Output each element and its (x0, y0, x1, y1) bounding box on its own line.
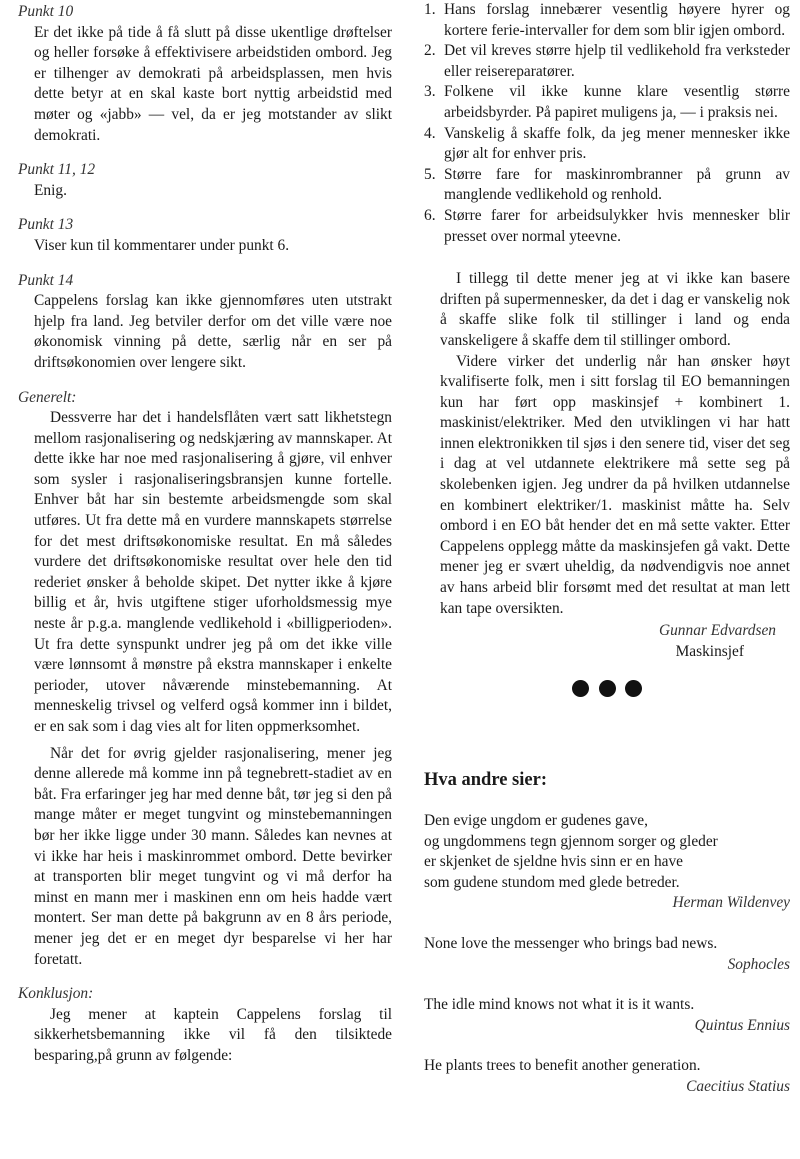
list-text: Større farer for arbeidsulykker hvis mennesker blir presset over normal yteevne. (444, 206, 790, 245)
list-text: Større fare for maskinrombranner på grunn av manglende vedlikehold og renhold. (444, 165, 790, 204)
section-punkt-14 (18, 269, 392, 374)
right-column (424, 0, 790, 1118)
list-number: 1. (424, 1, 436, 18)
list-number: 4. (424, 124, 436, 142)
list-item (424, 82, 790, 123)
section-text: Er det ikke på tide å få slutt på disse ukentlige drøftelser og heller forsøke å effektivisere arbeidstiden ombord. Jeg er tilhenger av demokrati på arbeidsplassen, men hvis dette betyr at en skal kaste bort nyttig arbeidstid med møter og «jabb» — vel, da er jeg motstander av slikt demokrati. (34, 23, 392, 144)
list-text: Det vil kreves større hjelp til vedlikehold fra verksteder eller reisereparatører. (444, 42, 790, 80)
quote-author: Quintus Ennius (694, 1016, 790, 1034)
section-text: Cappelens forslag kan ikke gjennomføres uten utstrakt hjelp fra land. Jeg betviler derfor om det ville være noe økonomisk vinning på dette, særlig når en ser på driftsøkonomien over lengere sikt. (34, 292, 392, 371)
section-text: Enig. (34, 181, 67, 199)
quote-block (424, 995, 790, 1036)
left-column (18, 0, 392, 1079)
poem-line: som gudene stundom med glede betreder. (424, 873, 680, 891)
poem-line: er skjenket de sjeldne hvis sinn er en have (424, 853, 683, 871)
signature-role: Maskinsjef (675, 642, 744, 660)
section-punkt-10 (18, 0, 392, 146)
quote-author: Caecitius Statius (686, 1077, 790, 1095)
list-number: 6. (424, 206, 436, 224)
section-text: Jeg mener at kaptein Cappelens forslag til sikkerhetsbemanning ikke vil få den tilsiktede besparing,på grunn av følgende: (34, 1005, 392, 1064)
author-name: Gunnar Edvardsen (659, 622, 776, 640)
signature-name (424, 621, 790, 642)
quote-author: Sophocles (727, 955, 790, 973)
section-heading: Punkt 14 (18, 271, 74, 289)
body-paragraph: Videre virker det underlig når han ønsker høyt kvalifiserte folk, men i sitt forslag til EO bemanningen kun har ført opp maskinsjef + kombinert 1. maskinist/elektriker. Med den utviklingen vi har hatt innen elektronikken til sjøs i den senere tid, viser det seg i dag at vel utdannete elektrikere må sette seg på skolebenken igjen. Jeg undrer da på hvilken utdannelse en kombinert elektriker/1. maskinist måtte ha. Selv ombord i en EO båt hender det en må sette vakter. Etter Cappelens opplegg måtte da maskinsjefen gå vakt. Dette mener jeg er svært uheldig, da nødvendigvis noe annet av hans arbeid blir forsømt med det resultat at man lett kan tape oversikten. (440, 352, 790, 617)
section-punkt-13 (18, 213, 392, 256)
list-item (424, 165, 790, 206)
quote-author: Herman Wildenvey (672, 894, 790, 912)
quote-block (424, 1056, 790, 1097)
section-heading: Punkt 11, 12 (18, 161, 96, 179)
bullet-dot-icon (572, 680, 589, 697)
quote-text: None love the messenger who brings bad news. (424, 934, 718, 952)
section-generelt (18, 386, 392, 971)
list-item (424, 124, 790, 165)
quote-block (424, 934, 790, 975)
list-text: Hans forslag innebærer vesentlig høyere hyrer og kortere ferie-intervaller for dem som blir igjen ombord. (444, 1, 790, 39)
quote-text: The idle mind knows not what it is it wants. (424, 996, 695, 1014)
quote-poem (424, 811, 790, 914)
section-text: Dessverre har det i handelsflåten vært satt likhetstegn mellom rasjonalisering og nedskjæring av mannskaper. At dette ikke har noe med rasjonalisering å gjøre, vil enhver som sysler i rasjonaliseringsbransjen kunne fortelle. Enhver båt har sin bestemte arbeidsmengde som skal utføres. Ut fra dette må en vurdere mannskapets størrelse for det mest driftsøkonomiske resultat. En må således vurdere det driftsøkonomiske resultat over hele den tid rederiet ønsker å beholde skipet. Det nytter ikke å kjøre billig et år, hvis utgiftene stiger uforholdsmessig mye neste år p.g.a. manglende vedlikehold i «billigperioden». Ut fra dette synspunkt undrer jeg på om det ikke ville være lønnsomt å mønstre på ekstra mannskaper i enkelte perioder, utover nåværende minstebemanning. At menneskelig trivsel og velferd også kommer inn i bildet, er en sak som i dag vies alt for liten oppmerksomhet. (34, 409, 392, 735)
bullet-dot-icon (599, 680, 616, 697)
section-text: Når det for øvrig gjelder rasjonalisering, mener jeg denne allerede må komme inn på tegnebrett-stadiet av en båt. Fra erfaringer jeg har med denne båt, tør jeg si den på mange måter er meget tungvint og minstebemanningen bør her ikke ligge under 30 mann. Således kan nevnes at vi ikke har heis i maskinrommet ombord. Dette bevirker at transporten blir meget tungvint og vi må derfor ha minst en mann mer i maskinen enn om heis hadde vært montert. Ser man dette på bakgrunn av en 8 års periode, mener jeg det er en meget dyr besparelse vi her har foretatt. (34, 744, 392, 968)
list-text: Vanskelig å skaffe folk, da jeg mener mennesker ikke gjør alt for enhver pris. (444, 124, 790, 163)
section-punkt-11-12 (18, 158, 392, 201)
poem-line: og ungdommens tegn gjennom sorger og gleder (424, 832, 718, 850)
section-divider (424, 680, 790, 714)
section-heading: Punkt 13 (18, 216, 74, 234)
list-item (424, 0, 790, 41)
section-heading: Konklusjon: (18, 985, 94, 1003)
list-item (424, 206, 790, 247)
section-text: Viser kun til kommentarer under punkt 6. (34, 236, 290, 254)
list-number: 2. (424, 42, 436, 60)
poem-line: Den evige ungdom er gudenes gave, (424, 812, 648, 829)
body-paragraph: I tillegg til dette mener jeg at vi ikke kan basere driften på supermennesker, da det i dag er vanskelig nok å skaffe slike folk til stillinger i land og enda vanskeligere å skaffe dem til stillinger ombord. (440, 270, 790, 349)
section-heading: Generelt: (18, 388, 77, 406)
list-text: Folkene vil ikke kunne klare vesentlig større arbeidsbyrder. På papiret muligens ja, — i praksis nei. (444, 83, 790, 121)
list-item (424, 41, 790, 82)
quote-text: He plants trees to benefit another generation. (424, 1057, 701, 1075)
section-heading: Punkt 10 (18, 3, 74, 20)
quotes-heading: Hva andre sier: (424, 770, 547, 791)
bullet-dot-icon (625, 680, 642, 697)
list-number: 5. (424, 165, 436, 183)
list-number: 3. (424, 83, 436, 101)
section-konklusjon (18, 982, 392, 1066)
numbered-list (424, 0, 790, 247)
